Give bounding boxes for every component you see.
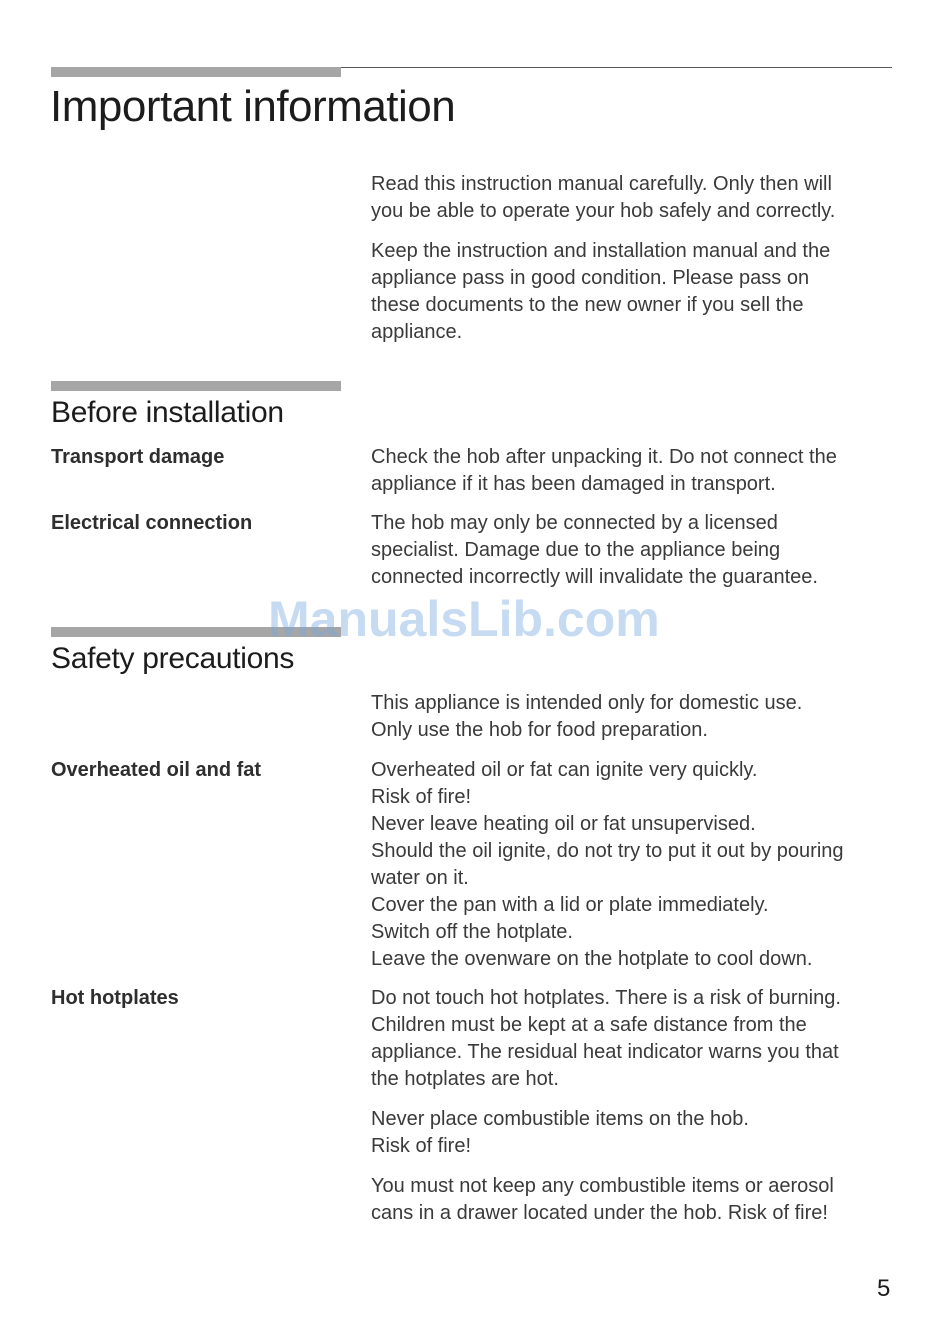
label-hot-hotplates: Hot hotplates [51,987,179,1009]
hot-hotplates-text-3: You must not keep any combustible items or aerosol cans in a drawer located under the hob. Risk of fire! [371,1175,834,1224]
safety-intro-text: This appliance is intended only for domestic use. Only use the hob for food preparation. [371,692,803,741]
watermark: ManualsLib.com [268,591,660,647]
section-heading-safety-precautions: Safety precautions [51,642,295,675]
label-overheated-oil: Overheated oil and fat [51,759,262,781]
hot-hotplates-text-2: Never place combustible items on the hob. Risk of fire! [371,1108,749,1157]
transport-damage-text: Check the hob after unpacking it. Do not connect the appliance if it has been damaged in transport. [371,446,837,495]
hot-hotplates-text-1: Do not touch hot hotplates. There is a risk of burning. Children must be kept at a safe distance from the appliance. The residual heat indicator warns you that the hotplates are hot. [371,987,841,1090]
page-number: 5 [877,1275,891,1302]
label-transport-damage: Transport damage [51,446,225,468]
overheated-oil-text: Overheated oil or fat can ignite very quickly. Risk of fire! Never leave heating oil or fat unsupervised. Should the oil ignite, do not try to put it out by pouring water on it. Cover the pan with a lid or plate immediately. Switch off the hotplate. Leave the ovenware on the hotplate to cool down. [371,759,844,970]
section-heading-before-installation: Before installation [51,396,284,429]
electrical-connection-text: The hob may only be connected by a licensed specialist. Damage due to the appliance being connected incorrectly will invalidate the guarantee. [371,512,818,588]
intro-paragraph-1: Read this instruction manual carefully. Only then will you be able to operate your hob safely and correctly. [371,173,836,222]
page-title: Important information [50,82,456,131]
title-accent-bar [51,67,341,77]
label-electrical-connection: Electrical connection [51,512,253,534]
section-accent-bar [51,381,341,391]
intro-paragraph-2: Keep the instruction and installation manual and the appliance pass in good condition. Please pass on these documents to the new owner if you sell the appliance. [371,240,831,343]
